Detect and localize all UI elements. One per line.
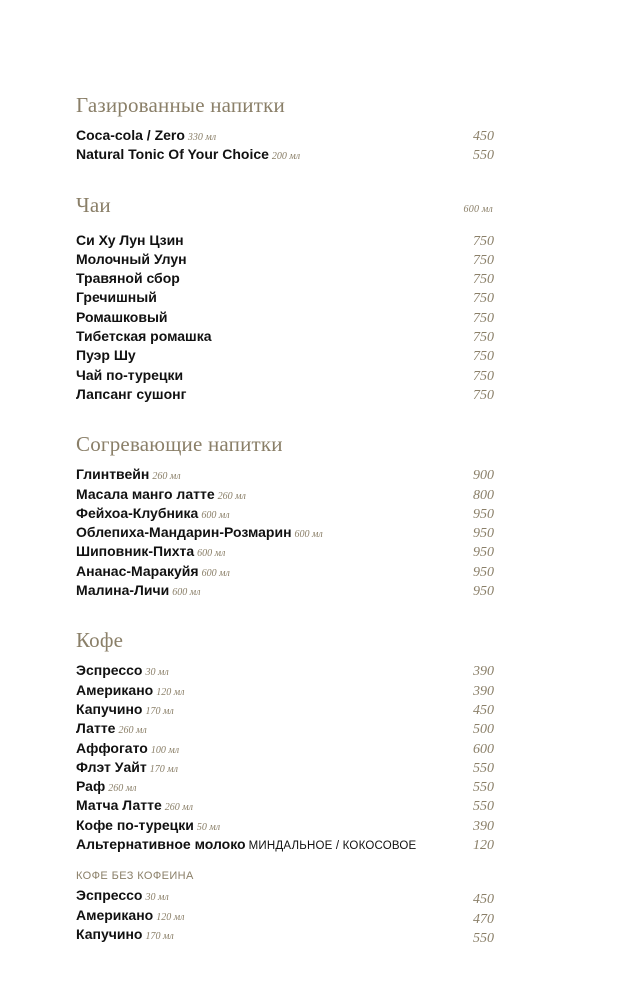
menu-item [76,925,494,944]
item-price: 750 [473,252,494,268]
item-price: 750 [473,330,494,346]
item-name-group [76,269,180,288]
item-price: 950 [473,526,494,542]
menu-item [76,758,494,777]
item-price: 450 [473,702,494,718]
item-name-group [76,288,157,307]
item-price: 550 [473,799,494,815]
menu-item [76,816,494,835]
item-name: Облепиха-Мандарин-Розмарин [76,524,292,541]
item-price: 500 [473,722,494,738]
item-name-group [76,796,193,817]
item-price: 550 [473,148,494,164]
item-price: 800 [473,487,494,503]
menu-section [76,92,494,165]
item-name-group [76,661,169,682]
section-title [76,192,494,223]
item-name: Альтернативное молоко [76,836,246,853]
item-price: 750 [473,349,494,365]
section-title-text: Согревающие напитки [76,432,283,457]
item-price: 450 [473,129,494,144]
item-volume: 100 мл [150,744,180,756]
item-price: 550 [473,930,494,946]
menu-item [76,796,494,815]
menu-section [76,192,494,405]
menu-item [76,126,494,145]
menu-item [76,681,494,700]
item-price: 470 [473,911,494,927]
item-name: Глинтвейн [76,466,150,483]
item-name-group [76,231,184,250]
item-price: 450 [473,892,494,908]
item-name-group [76,308,168,327]
item-volume: 120 мл [156,911,185,923]
item-name-group [76,777,136,798]
item-volume: 600 мл [201,567,230,579]
item-price: 750 [473,368,494,384]
item-list [76,231,494,405]
menu-item [76,327,494,346]
menu [76,92,494,971]
item-name-group [76,485,246,506]
item-price: 750 [473,310,494,326]
item-list [76,465,494,600]
section-title [76,627,494,653]
item-name-group [76,562,230,583]
menu-item [76,385,494,404]
item-name: Американо [76,906,154,923]
item-name-group [76,145,300,166]
menu-section [76,431,494,600]
menu-item [76,886,494,908]
item-price: 950 [473,545,494,561]
item-name-group [76,346,136,365]
item-name: Латте [76,720,116,737]
item-volume: 260 мл [164,802,193,814]
menu-item [76,700,494,719]
item-name: Ромашковый [76,308,168,325]
menu-item [76,581,494,600]
item-volume: 50 мл [196,821,221,833]
item-name: Гречишный [76,289,157,306]
item-name: Пуэр Шу [76,347,136,364]
item-name: Лапсанг сушонг [76,385,187,402]
menu-item [76,346,494,365]
menu-item [76,231,494,250]
section-title-text: Газированные напитки [76,93,285,117]
menu-item [76,288,494,307]
item-price: 550 [473,760,494,776]
item-name: Шиповник-Пихта [76,543,195,560]
menu-item [76,465,494,484]
item-volume: 200 мл [271,151,301,163]
item-name-group [76,542,225,563]
menu-item [76,523,494,542]
item-price: 750 [473,387,494,403]
menu-item [76,145,494,164]
menu-item [76,661,494,680]
item-name: Эспрессо [76,662,143,679]
menu-item [76,906,494,925]
item-name-group [76,925,174,946]
item-name: Молочный Улун [76,250,187,267]
item-name: Фейхоа-Клубника [76,504,199,521]
decaf-item-list [76,886,494,944]
item-name: Американо [76,681,154,698]
item-list [76,126,494,165]
item-price: 900 [473,468,494,484]
item-volume: 600 мл [172,587,201,599]
item-name-group [76,886,169,907]
section-title-text: Чаи [76,192,111,217]
item-name: Флэт Уайт [76,758,147,775]
item-name-group [76,126,216,147]
item-price: 750 [473,291,494,307]
item-name-group [76,523,323,544]
item-volume: 260 мл [152,471,181,483]
item-price: 950 [473,564,494,580]
menu-item [76,777,494,796]
item-name-group [76,327,212,346]
item-volume: 170 мл [145,705,174,717]
item-price: 390 [473,818,494,834]
section-title-text: Кофе [76,628,124,653]
menu-item [76,719,494,738]
item-name: Кофе по-турецки [76,816,194,833]
item-price: 750 [473,233,494,249]
item-name-group [76,816,220,837]
subsection-heading: КОФЕ БЕЗ КОФЕИНА [76,870,194,883]
item-name: Травяной сбор [76,270,180,287]
item-name: Масала манго латте [76,485,215,502]
item-name: Аффогато [76,739,148,756]
item-name: Раф [76,778,106,795]
item-volume: 30 мл [145,667,169,679]
item-name: Ананас-Маракуйя [76,562,199,579]
item-price: 120 [473,838,494,854]
menu-item [76,835,494,854]
item-price: 950 [473,584,494,600]
item-price: 950 [473,506,494,522]
item-volume: 170 мл [145,930,174,942]
item-price: 550 [473,780,494,796]
item-name-group [76,835,416,856]
item-volume: 600 мл [197,548,226,560]
item-name-group [76,465,181,486]
item-name-group [76,758,178,779]
item-name-group [76,581,200,602]
menu-item [76,250,494,269]
menu-item [76,562,494,581]
item-price: 390 [473,683,494,699]
menu-section [76,627,494,944]
item-name-group [76,366,183,385]
item-volume: 30 мл [145,892,169,904]
item-name-group [76,700,174,721]
item-list [76,661,494,854]
item-name: Матча Латте [76,797,162,814]
item-volume: 170 мл [149,763,178,775]
item-name: Си Ху Лун Цзин [76,231,184,248]
item-name: Тибетская ромашка [76,328,212,345]
item-name: Natural Tonic Of Your Choice [76,146,269,163]
item-name-group [76,906,184,927]
item-name: Капучино [76,700,143,717]
item-name: Малина-Личи [76,582,170,599]
item-name-group [76,504,230,525]
item-name-group [76,250,187,269]
item-name-group [76,739,179,760]
menu-item [76,542,494,561]
item-name-group [76,719,147,740]
menu-item [76,366,494,385]
item-name: Чай по-турецки [76,366,184,383]
item-name: Эспрессо [76,887,143,904]
item-name-group [76,385,186,404]
menu-item [76,308,494,327]
item-volume: 120 мл [156,686,185,698]
item-volume: 260 мл [118,725,147,737]
menu-item [76,485,494,504]
item-volume: 260 мл [108,783,137,795]
item-volume: 260 мл [217,490,246,502]
item-volume: 600 мл [294,529,323,541]
section-note: 600 мл [463,203,493,215]
section-title [76,92,494,118]
item-price: 390 [473,664,494,680]
item-name-group [76,681,184,702]
menu-item [76,739,494,758]
section-title [76,431,494,457]
item-name: Coca-cola / Zero [76,127,185,143]
item-volume: 330 мл [187,132,217,143]
item-price: 750 [473,272,494,288]
menu-item [76,269,494,288]
item-price: 600 [473,741,494,757]
item-extra: МИНДАЛЬНОЕ / КОКОСОВОЕ [248,840,417,853]
menu-item [76,504,494,523]
item-name: Капучино [76,925,143,942]
item-volume: 600 мл [201,509,230,521]
